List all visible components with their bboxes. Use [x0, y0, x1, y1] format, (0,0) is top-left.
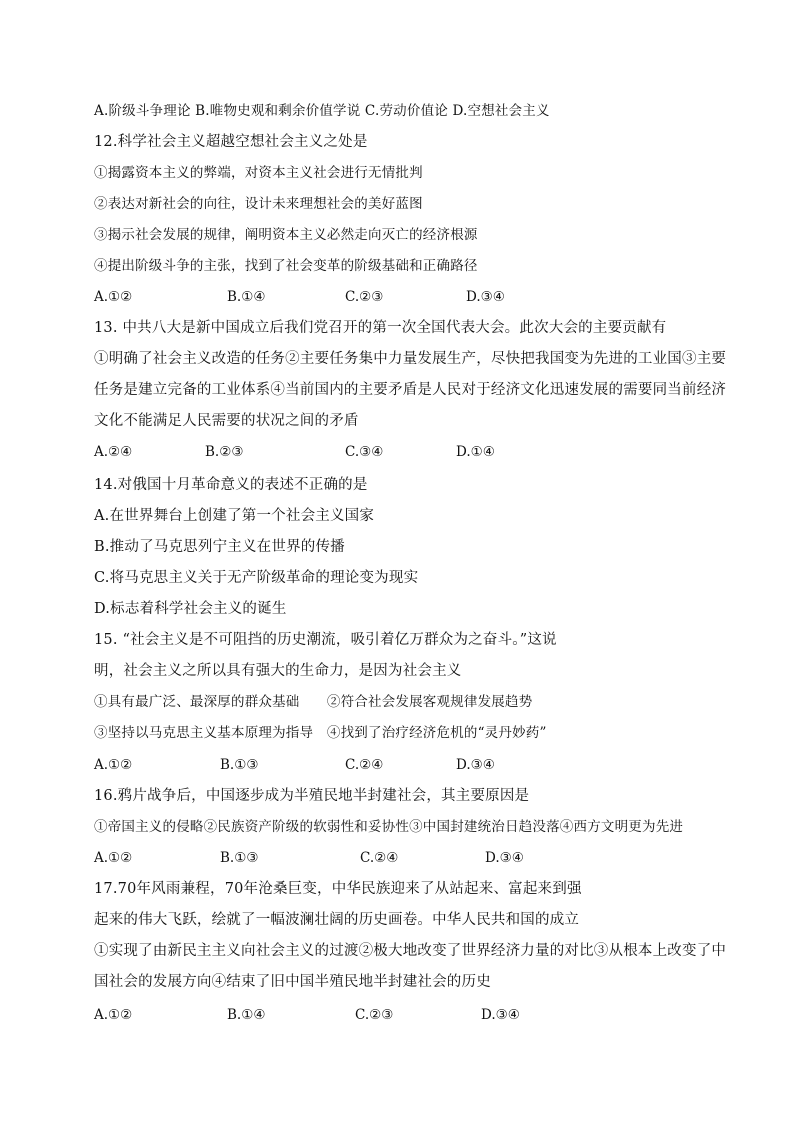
q12-statement-3: ③揭示社会发展的规律，阐明资本主义必然走向灭亡的经济根源 [94, 227, 478, 243]
q15-statements-1-2: ①具有最广泛、最深厚的群众基础 ②符合社会发展客观规律发展趋势 [94, 694, 533, 710]
q13-body-3: 文化不能满足人民需要的状况之间的矛盾 [94, 413, 359, 429]
q16-option-b: B.①③ [220, 850, 259, 866]
q12-statement-2: ②表达对新社会的向往，设计未来理想社会的美好蓝图 [94, 196, 423, 212]
q12-stem: 12.科学社会主义超越空想社会主义之处是 [94, 134, 368, 150]
q15-stem-2: 明，社会主义之所以具有强大的生命力，是因为社会主义 [94, 663, 462, 679]
q13-body-2: 任务是建立完备的工业体系④当前国内的主要矛盾是人民对于经济文化迅速发展的需要同当前经济 [94, 382, 727, 398]
q16-option-c: C.②④ [360, 850, 399, 866]
q13-option-b: B.②③ [205, 444, 244, 460]
q15-stem-1: 15. “社会主义是不可阻挡的历史潮流，吸引着亿万群众为之奋斗。”这说 [94, 632, 557, 648]
q17-body-1: ①实现了由新民主主义向社会主义的过渡②极大地改变了世界经济力量的对比③从根本上改变了中 [94, 943, 727, 959]
q16-statements: ①帝国主义的侵略②民族资产阶级的软弱性和妥协性③中国封建统治日趋没落④西方文明更为先进 [94, 819, 684, 835]
q15-option-d: D.③④ [456, 757, 495, 773]
q15-statements-3-4: ③坚持以马克思主义基本原理为指导 ④找到了治疗经济危机的“灵丹妙药” [94, 725, 547, 741]
q12-option-c: C.②③ [345, 289, 384, 305]
q13-body-1: ①明确了社会主义改造的任务②主要任务集中力量发展生产，尽快把我国变为先进的工业国③主要 [94, 351, 727, 367]
q14-stem: 14.对俄国十月革命意义的表述不正确的是 [94, 477, 368, 493]
q12-statement-4: ④提出阶级斗争的主张，找到了社会变革的阶级基础和正确路径 [94, 258, 478, 274]
q14-option-d: D.标志着科学社会主义的诞生 [94, 601, 287, 617]
q16-option-a: A.①② [94, 850, 133, 866]
q12-option-d: D.③④ [466, 289, 505, 305]
q13-option-d: D.①④ [456, 444, 495, 460]
q16-stem: 16.鸦片战争后，中国逐步成为半殖民地半封建社会，其主要原因是 [94, 788, 530, 804]
q14-option-c: C.将马克思主义关于无产阶级革命的理论变为现实 [94, 570, 419, 586]
q17-option-a: A.①② [94, 1007, 133, 1023]
q15-option-c: C.②④ [345, 757, 384, 773]
q13-option-a: A.②④ [94, 444, 133, 460]
q17-body-2: 国社会的发展方向④结束了旧中国半殖民地半封建社会的历史 [94, 974, 491, 990]
q14-option-b: B.推动了马克思列宁主义在世界的传播 [94, 539, 345, 555]
q17-option-c: C.②③ [355, 1007, 394, 1023]
q17-stem-2: 起来的伟大飞跃，绘就了一幅波澜壮阔的历史画卷。中华人民共和国的成立 [94, 912, 580, 928]
q15-option-a: A.①② [94, 757, 133, 773]
q16-option-d: D.③④ [485, 850, 524, 866]
q17-option-d: D.③④ [481, 1007, 520, 1023]
q12-option-b: B.①④ [227, 289, 266, 305]
q17-option-b: B.①④ [227, 1007, 266, 1023]
q17-stem-1: 17.70年风雨兼程，70年沧桑巨变，中华民族迎来了从站起来、富起来到强 [94, 881, 582, 897]
q13-option-c: C.③④ [345, 444, 384, 460]
q14-option-a: A.在世界舞台上创建了第一个社会主义国家 [94, 508, 375, 524]
q12-option-a: A.①② [94, 289, 133, 305]
q11-options-line: A.阶级斗争理论 B.唯物史观和剩余价值学说 C.劳动价值论 D.空想社会主义 [94, 103, 550, 119]
q12-statement-1: ①揭露资本主义的弊端，对资本主义社会进行无情批判 [94, 165, 423, 181]
q13-stem: 13. 中共八大是新中国成立后我们党召开的第一次全国代表大会。此次大会的主要贡献有 [94, 320, 667, 336]
q15-option-b: B.①③ [220, 757, 259, 773]
